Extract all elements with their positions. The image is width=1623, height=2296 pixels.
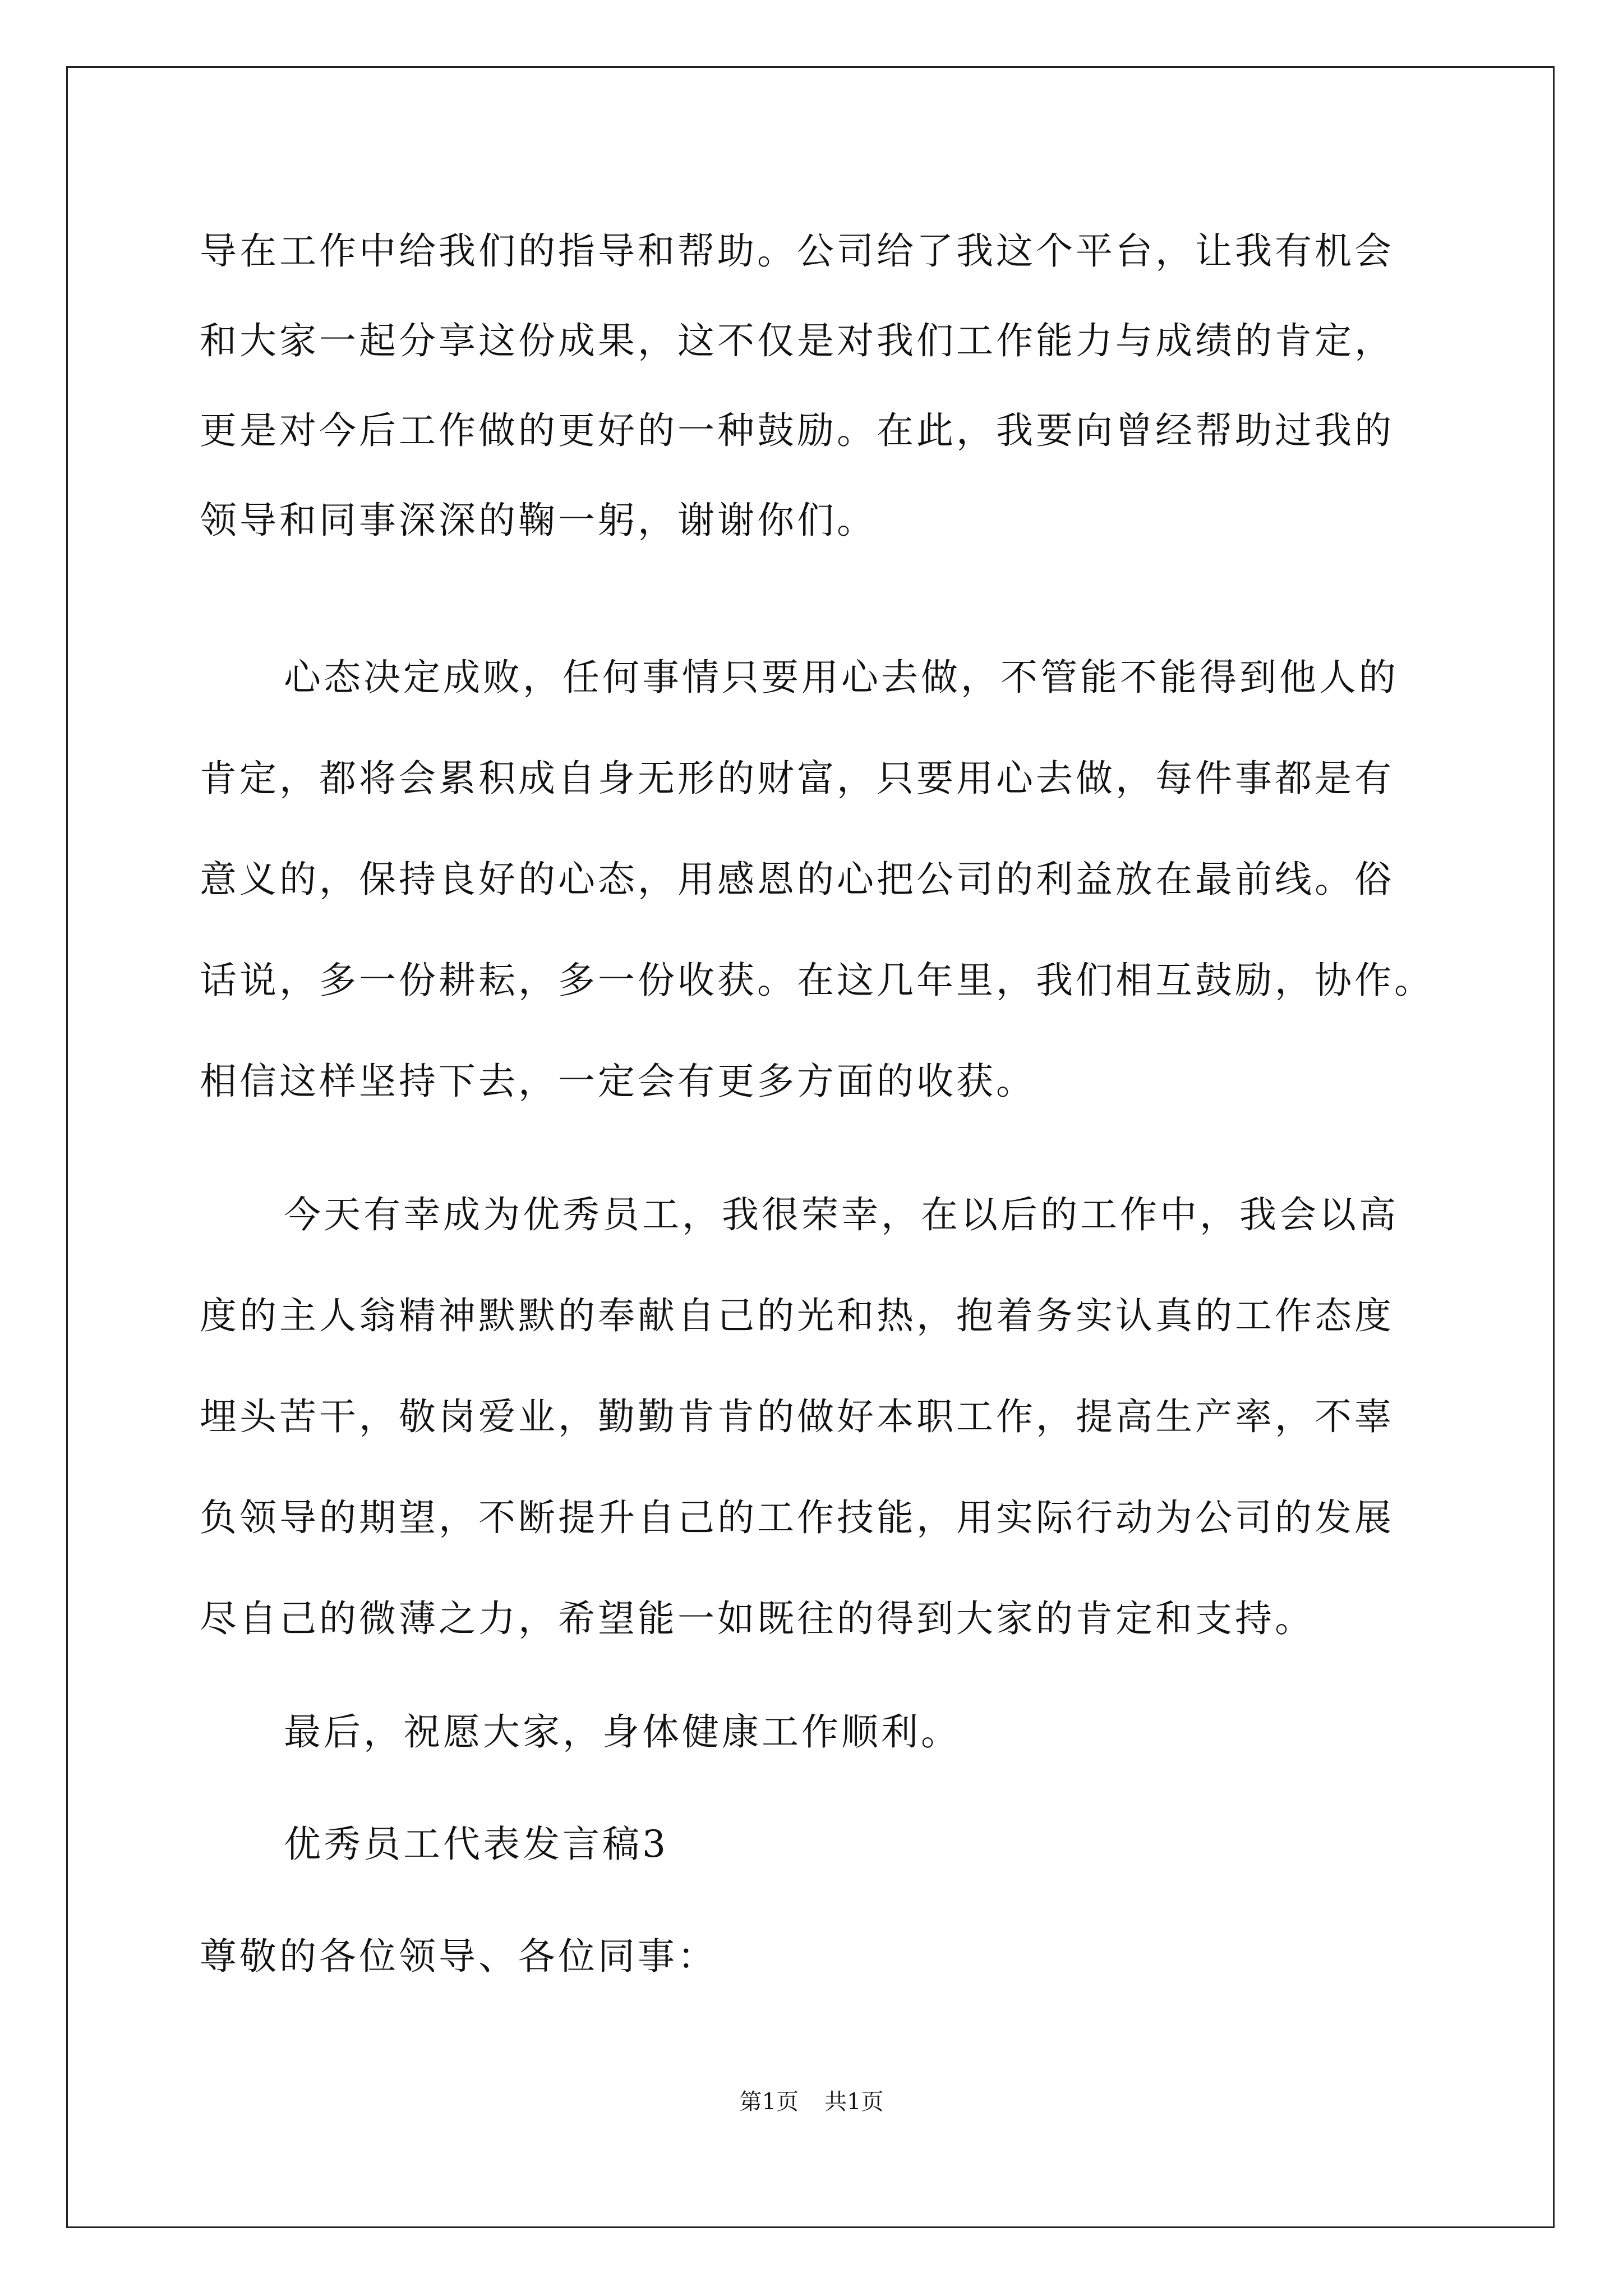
text-line: 尽自己的微薄之力，希望能一如既往的得到大家的肯定和支持。	[200, 1597, 1315, 1640]
paragraph-first-line: 最后，祝愿大家，身体健康工作顺利。	[284, 1710, 961, 1754]
page-total: 共1页	[824, 2089, 884, 2115]
page-footer	[0, 2088, 1623, 2116]
text-line: 话说，多一份耕耘，多一份收获。在这几年里，我们相互鼓励，协作。	[200, 959, 1434, 1002]
page-frame	[66, 66, 1555, 2228]
page-number: 第1页	[739, 2089, 799, 2115]
salutation: 尊敬的各位领导、各位同事：	[200, 1935, 717, 1978]
text-line: 更是对今后工作做的更好的一种鼓励。在此，我要向曾经帮助过我的	[200, 409, 1394, 452]
text-line: 领导和同事深深的鞠一躬，谢谢你们。	[200, 499, 877, 542]
text-line: 负领导的期望，不断提升自己的工作技能，用实际行动为公司的发展	[200, 1496, 1394, 1539]
text-line: 导在工作中给我们的指导和帮助。公司给了我这个平台，让我有机会	[200, 229, 1394, 273]
text-line: 度的主人翁精神默默的奉献自己的光和热，抱着务实认真的工作态度	[200, 1294, 1394, 1337]
text-line: 相信这样坚持下去，一定会有更多方面的收获。	[200, 1060, 1036, 1103]
text-line: 肯定，都将会累积成自身无形的财富，只要用心去做，每件事都是有	[200, 757, 1394, 800]
paragraph-first-line: 心态决定成败，任何事情只要用心去做，不管能不能得到他人的	[284, 656, 1399, 699]
text-line: 埋头苦干，敬岗爱业，勤勤肯肯的做好本职工作，提高生产率，不辜	[200, 1395, 1394, 1438]
section-title: 优秀员工代表发言稿3	[284, 1823, 668, 1866]
text-line: 和大家一起分享这份成果，这不仅是对我们工作能力与成绩的肯定，	[200, 319, 1394, 362]
paragraph-first-line: 今天有幸成为优秀员工，我很荣幸，在以后的工作中，我会以高	[284, 1193, 1399, 1236]
text-line: 意义的，保持良好的心态，用感恩的心把公司的利益放在最前线。俗	[200, 858, 1394, 901]
